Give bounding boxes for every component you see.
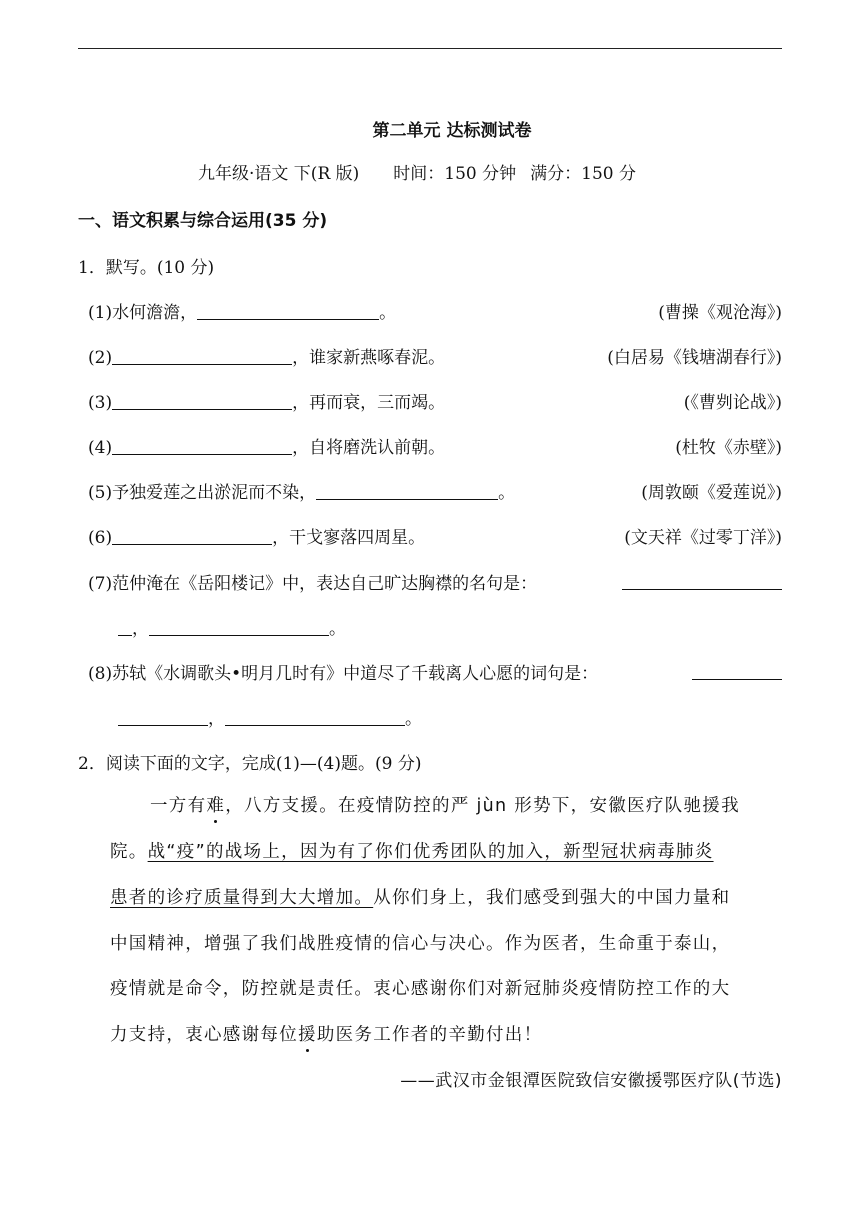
answer-blank[interactable] <box>112 348 292 365</box>
answer-blank[interactable] <box>112 438 292 455</box>
time-label: 时间：150 分钟 <box>393 164 517 184</box>
answer-blank[interactable] <box>112 393 292 410</box>
q1-item-2-source: (白居易《钱塘湖春行》) <box>607 348 782 368</box>
section-heading: 一、语文积累与综合运用(35 分) <box>78 211 328 231</box>
q1-item-6: (6) ，干戈寥落四周星。 <box>88 528 426 548</box>
grade-label: 九年级·语文 下(R 版) <box>198 164 360 184</box>
q1-item-7: (7)范仲淹在《岳阳楼记》中，表达自己旷达胸襟的名句是： <box>88 569 782 594</box>
score-label: 满分：150 分 <box>530 164 636 184</box>
exam-info <box>198 159 636 184</box>
answer-blank[interactable] <box>112 528 272 545</box>
answer-blank[interactable] <box>316 483 498 500</box>
passage-line-3: 患者的诊疗质量得到大大增加。从你们身上，我们感受到强大的中国力量和 <box>110 888 731 908</box>
q1-item-4: (4) ，自将磨洗认前朝。 <box>88 438 446 458</box>
answer-blank[interactable] <box>118 709 208 726</box>
q1-item-1-source: (曹操《观沧海》) <box>658 303 782 323</box>
q1-item-8: (8)苏轼《水调歌头•明月几时有》中道尽了千载离人心愿的词句是： <box>88 659 782 684</box>
answer-blank[interactable] <box>197 303 379 320</box>
q1-item-6-source: (文天祥《过零丁洋》) <box>624 528 782 548</box>
q1-item-3-source: (《曹刿论战》) <box>683 393 782 413</box>
q1-item-5: (5)予独爱莲之出淤泥而不染， 。 <box>88 483 516 503</box>
question-2-stem: 2．阅读下面的文字，完成(1)—(4)题。(9 分) <box>78 754 422 774</box>
passage-attribution: ——武汉市金银潭医院致信安徽援鄂医疗队(节选) <box>400 1071 782 1091</box>
header-rule <box>78 48 782 49</box>
q1-item-4-source: (杜牧《赤壁》) <box>675 438 782 458</box>
question-1-stem: 1．默写。(10 分) <box>78 258 215 278</box>
answer-blank[interactable] <box>118 619 132 636</box>
underlined-sentence: 战“疫”的战场上，因为有了你们优秀团队的加入，新型冠状病毒肺炎 <box>147 842 714 862</box>
underlined-sentence: 患者的诊疗质量得到大大增加。 <box>110 888 374 908</box>
passage-line-6: 力支持，衷心感谢每位援助医务工作者的辛勤付出！ <box>110 1025 543 1045</box>
q1-item-3: (3) ，再而衰，三而竭。 <box>88 393 446 413</box>
emphasis-char: 援 <box>298 1025 317 1045</box>
q1-item-7-cont: ， 。 <box>118 614 346 639</box>
q1-item-2: (2) ，谁家新燕啄春泥。 <box>88 348 446 368</box>
answer-blank[interactable] <box>149 619 329 636</box>
passage-line-1: 一方有难，八方支援。在疫情防控的严 jùn 形势下，安徽医疗队驰援我 <box>150 796 740 816</box>
answer-blank[interactable] <box>622 573 782 590</box>
passage-line-4: 中国精神，增强了我们战胜疫情的信心与决心。作为医者，生命重于泰山， <box>110 934 731 954</box>
answer-blank[interactable] <box>692 663 782 680</box>
emphasis-char: 难 <box>206 796 226 816</box>
page-title: 第二单元 达标测试卷 <box>372 121 532 141</box>
answer-blank[interactable] <box>225 709 405 726</box>
q1-item-5-source: (周敦颐《爱莲说》) <box>641 483 782 503</box>
q1-item-8-cont: ， 。 <box>118 704 422 729</box>
q1-item-1: (1)水何澹澹， 。 <box>88 303 397 323</box>
passage-line-5: 疫情就是命令，防控就是责任。衷心感谢你们对新冠肺炎疫情防控工作的大 <box>110 979 731 999</box>
passage-line-2: 院。战“疫”的战场上，因为有了你们优秀团队的加入，新型冠状病毒肺炎 <box>110 842 714 862</box>
